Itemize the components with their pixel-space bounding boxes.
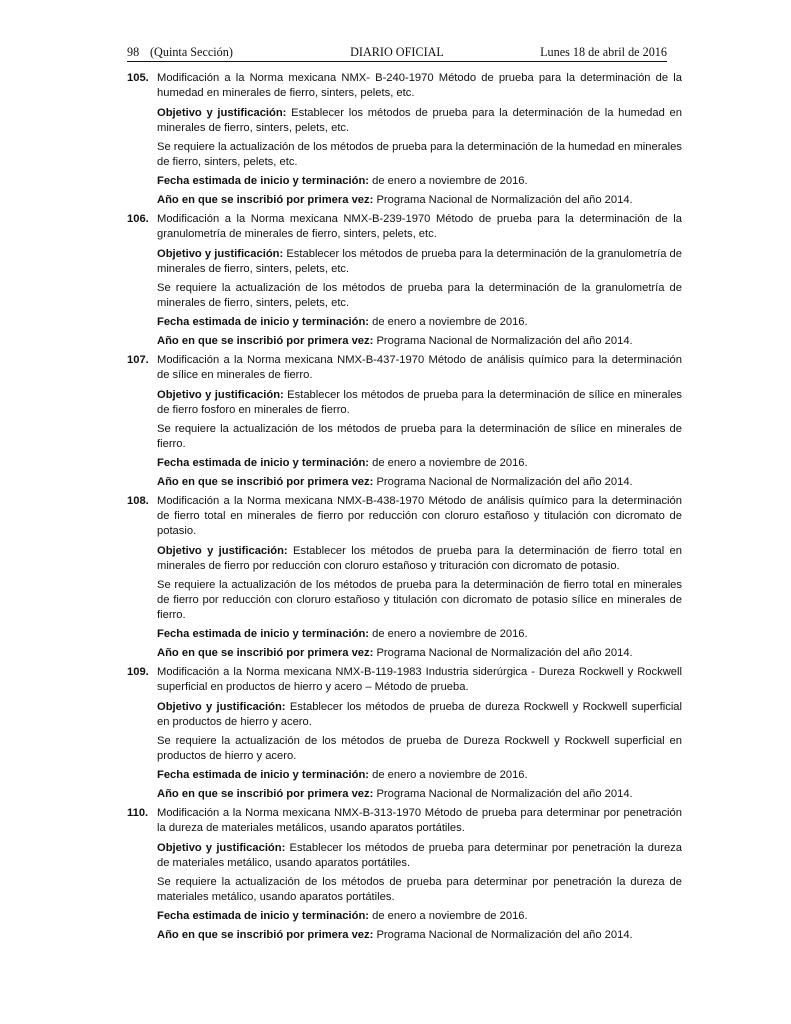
requirement-paragraph: Se requiere la actualización de los métodos de prueba para la determinación de fierro total en minerales de fierro por reducción con cloruro estañoso y titulación con dicromato de potasio sílice en minerales de fierro. bbox=[157, 579, 682, 621]
objective-label: Objetivo y justificación: bbox=[157, 107, 287, 119]
year-line bbox=[157, 193, 682, 208]
entry-title: Modificación a la Norma mexicana NMX-B-119-1983 Industria siderúrgica - Dureza Rockwell y Rockwell superficial en productos de hierro y acero – Método de prueba. bbox=[157, 666, 682, 693]
objective-text: Establecer los métodos de prueba para la determinación de la humedad en minerales de fierro, sinters, pelets, etc. bbox=[157, 107, 682, 134]
date-line bbox=[157, 768, 682, 783]
requirement-paragraph: Se requiere la actualización de los métodos de prueba para la determinación de la humedad en minerales de fierro, sinters, pelets, etc. bbox=[157, 141, 682, 168]
objective-text: Establecer los métodos de prueba de dureza Rockwell y Rockwell superficial en productos de hierro y acero. bbox=[157, 701, 683, 728]
date-label: Fecha estimada de inicio y terminación: bbox=[157, 769, 370, 781]
page-number: 98 bbox=[127, 45, 140, 59]
date-label: Fecha estimada de inicio y terminación: bbox=[157, 175, 370, 187]
requirement-paragraph: Se requiere la actualización de los métodos de prueba para determinar por penetración la dureza de materiales metálico, usando aparatos portátiles. bbox=[157, 876, 682, 903]
objective-label: Objetivo y justificación: bbox=[157, 389, 284, 401]
objective-label: Objetivo y justificación: bbox=[157, 248, 284, 260]
entry-number: 107. bbox=[127, 354, 149, 366]
date-value: de enero a noviembre de 2016. bbox=[372, 316, 528, 328]
requirement-paragraph: Se requiere la actualización de los métodos de prueba para la determinación de la granulometría de minerales de fierro, sinters, pelets, etc. bbox=[157, 282, 682, 309]
header-rule bbox=[127, 61, 667, 62]
date-value: de enero a noviembre de 2016. bbox=[372, 175, 528, 187]
entry-number: 108. bbox=[127, 495, 149, 507]
entry-title: Modificación a la Norma mexicana NMX-B-239-1970 Método de prueba para la determinación de la granulometría de minerales de fierro, sinters, pelets, etc. bbox=[157, 213, 682, 240]
page-header bbox=[127, 44, 667, 60]
objective-label: Objetivo y justificación: bbox=[157, 545, 288, 557]
date-line bbox=[157, 174, 682, 189]
objective-paragraph bbox=[157, 106, 682, 136]
year-label: Año en que se inscribió por primera vez: bbox=[157, 929, 374, 941]
entry-110 bbox=[127, 806, 682, 943]
year-value: Programa Nacional de Normalización del año 2014. bbox=[376, 335, 633, 347]
year-line bbox=[157, 334, 682, 349]
date-line bbox=[157, 315, 682, 330]
objective-label: Objetivo y justificación: bbox=[157, 701, 286, 713]
date-label: Fecha estimada de inicio y terminación: bbox=[157, 910, 370, 922]
entry-105 bbox=[127, 71, 682, 208]
entry-title: Modificación a la Norma mexicana NMX-B-438-1970 Método de análisis químico para la determinación de fierro total en minerales de fierro por reducción con cloruro estañoso y titulación con dicromato de potasio. bbox=[157, 495, 682, 537]
year-value: Programa Nacional de Normalización del año 2014. bbox=[376, 788, 633, 800]
objective-paragraph bbox=[157, 841, 682, 871]
objective-text: Establecer los métodos de prueba para la determinación de la granulometría de minerales de fierro, sinters, pelets, etc. bbox=[157, 248, 682, 275]
date-value: de enero a noviembre de 2016. bbox=[372, 769, 528, 781]
entry-number: 110. bbox=[127, 807, 149, 819]
year-value: Programa Nacional de Normalización del año 2014. bbox=[376, 929, 633, 941]
entry-number: 106. bbox=[127, 213, 149, 225]
objective-text: Establecer los métodos de prueba para determinar por penetración la dureza de materiales metálico, usando aparatos portátiles. bbox=[157, 842, 682, 869]
year-value: Programa Nacional de Normalización del año 2014. bbox=[376, 194, 633, 206]
entry-number: 109. bbox=[127, 666, 149, 678]
entry-title: Modificación a la Norma mexicana NMX-B-437-1970 Método de análisis químico para la determinación de sílice en minerales de fierro. bbox=[157, 354, 682, 381]
requirement-paragraph: Se requiere la actualización de los métodos de prueba para la determinación de sílice en minerales de fierro. bbox=[157, 423, 682, 450]
objective-text: Establecer los métodos de prueba para la determinación de sílice en minerales de fierro fosforo en minerales de fierro. bbox=[157, 389, 683, 416]
year-value: Programa Nacional de Normalización del año 2014. bbox=[376, 476, 633, 488]
entries-list bbox=[127, 71, 682, 947]
objective-paragraph bbox=[157, 700, 682, 730]
date-value: de enero a noviembre de 2016. bbox=[372, 910, 528, 922]
date-line bbox=[157, 627, 682, 642]
year-line bbox=[157, 787, 682, 802]
year-line bbox=[157, 475, 682, 490]
objective-text: Establecer los métodos de prueba para la determinación de fierro total en minerales de fierro por reducción con cloruro estañoso y trituración con dicromato de potasio. bbox=[157, 545, 682, 572]
journal-title: DIARIO OFICIAL bbox=[350, 45, 444, 59]
date-value: de enero a noviembre de 2016. bbox=[372, 628, 528, 640]
publication-date: Lunes 18 de abril de 2016 bbox=[540, 45, 667, 59]
date-label: Fecha estimada de inicio y terminación: bbox=[157, 316, 370, 328]
entry-title: Modificación a la Norma mexicana NMX-B-313-1970 Método de prueba para determinar por penetración la dureza de materiales metálicos, usando aparatos portátiles. bbox=[157, 807, 682, 834]
date-line bbox=[157, 909, 682, 924]
year-line bbox=[157, 646, 682, 661]
objective-paragraph bbox=[157, 544, 682, 574]
year-value: Programa Nacional de Normalización del año 2014. bbox=[376, 647, 633, 659]
year-label: Año en que se inscribió por primera vez: bbox=[157, 476, 374, 488]
entry-108 bbox=[127, 494, 682, 661]
date-label: Fecha estimada de inicio y terminación: bbox=[157, 457, 370, 469]
objective-paragraph bbox=[157, 247, 682, 277]
entry-107 bbox=[127, 353, 682, 490]
year-label: Año en que se inscribió por primera vez: bbox=[157, 335, 374, 347]
objective-label: Objetivo y justificación: bbox=[157, 842, 286, 854]
entry-number: 105. bbox=[127, 72, 149, 84]
entry-title: Modificación a la Norma mexicana NMX- B-240-1970 Método de prueba para la determinación de la humedad en minerales de fierro, sinters, pelets, etc. bbox=[157, 72, 682, 99]
entry-106 bbox=[127, 212, 682, 349]
date-value: de enero a noviembre de 2016. bbox=[372, 457, 528, 469]
requirement-paragraph: Se requiere la actualización de los métodos de prueba de Dureza Rockwell y Rockwell superficial en productos de hierro y acero. bbox=[157, 735, 682, 762]
section-label: (Quinta Sección) bbox=[150, 45, 233, 59]
year-line bbox=[157, 928, 682, 943]
entry-109 bbox=[127, 665, 682, 802]
date-label: Fecha estimada de inicio y terminación: bbox=[157, 628, 370, 640]
year-label: Año en que se inscribió por primera vez: bbox=[157, 647, 374, 659]
objective-paragraph bbox=[157, 388, 682, 418]
year-label: Año en que se inscribió por primera vez: bbox=[157, 788, 374, 800]
year-label: Año en que se inscribió por primera vez: bbox=[157, 194, 374, 206]
date-line bbox=[157, 456, 682, 471]
